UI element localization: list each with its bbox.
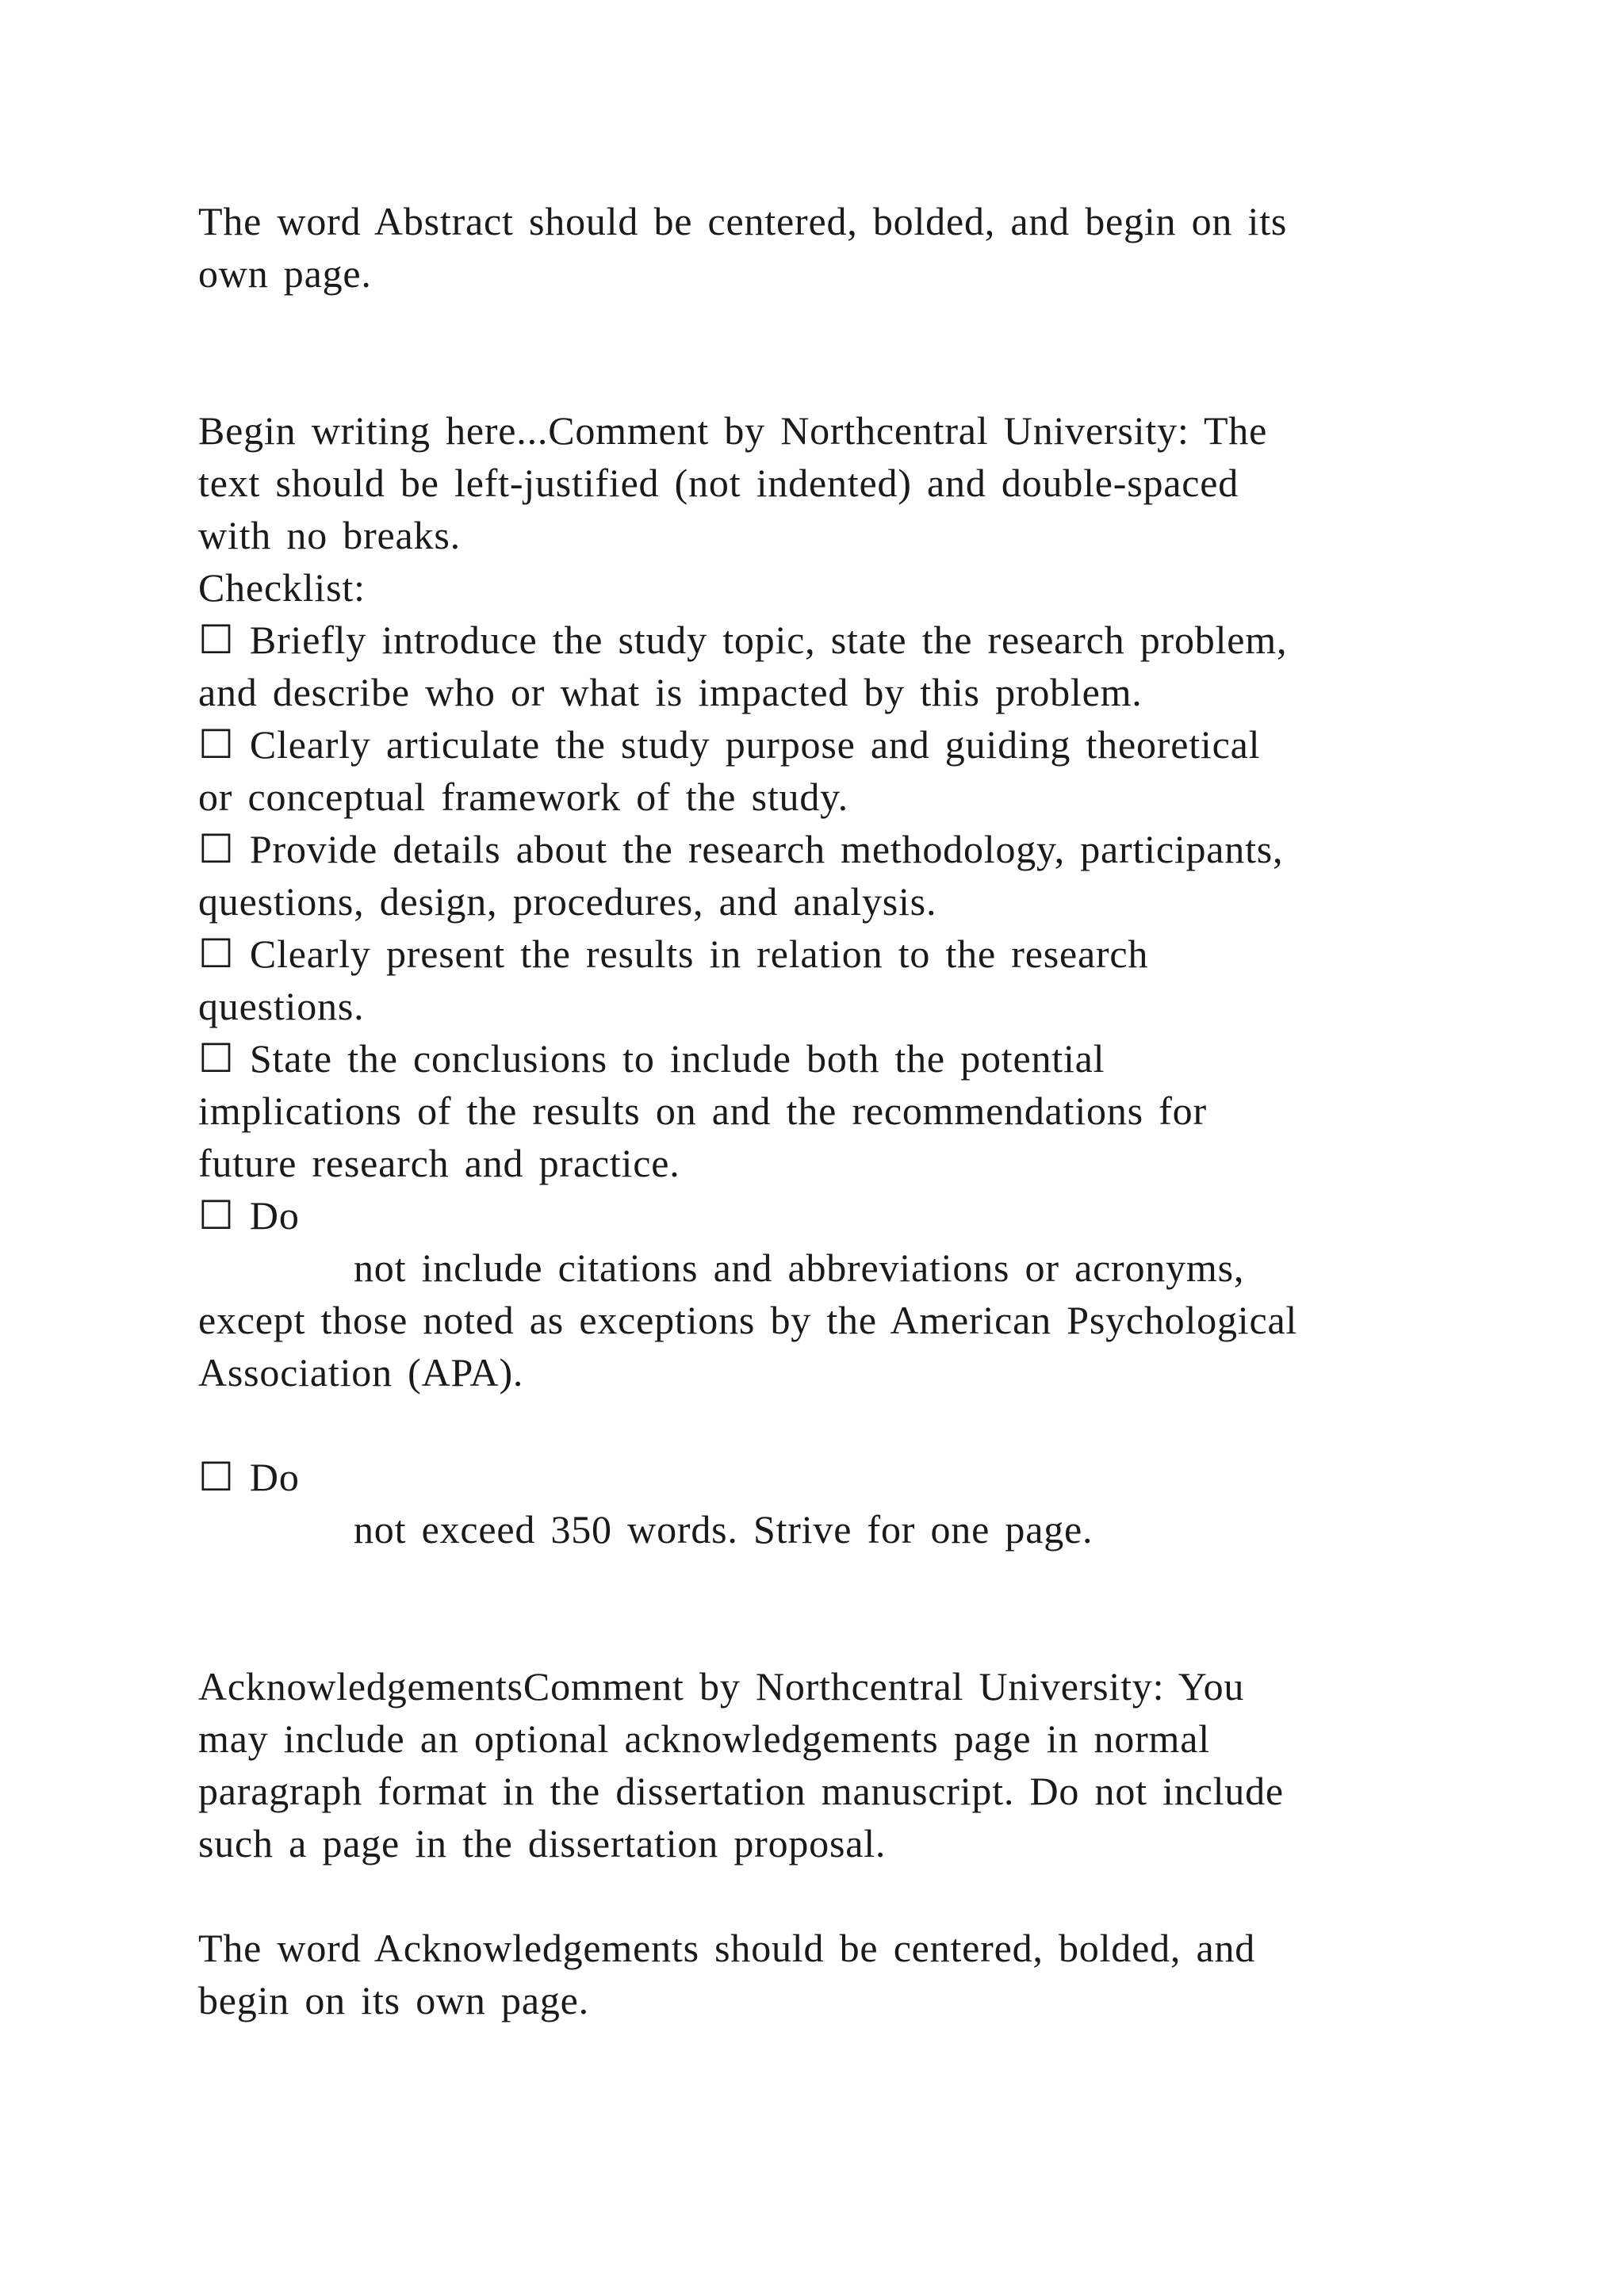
text-line: paragraph format in the dissertation manuscript. Do not include xyxy=(198,1769,1284,1813)
checklist-heading: Checklist: xyxy=(198,565,366,610)
text-line: questions, design, procedures, and analysis. xyxy=(198,879,937,924)
text-line: and describe who or what is impacted by this problem. xyxy=(198,670,1143,714)
text-line: future research and practice. xyxy=(198,1141,680,1185)
text-line: with no breaks. xyxy=(198,513,461,557)
text-line: AcknowledgementsComment by Northcentral University: You xyxy=(198,1664,1245,1709)
text-line: may include an optional acknowledgements page in normal xyxy=(198,1716,1210,1761)
checklist-item: ☐ State the conclusions to include both the potential xyxy=(198,1036,1105,1081)
text-line: not include citations and abbreviations or acronyms, xyxy=(354,1246,1245,1290)
text-line: The word Abstract should be centered, bolded, and begin on its xyxy=(198,199,1288,243)
checklist-item: ☐ Clearly present the results in relation to the research xyxy=(198,932,1149,976)
text-line: questions. xyxy=(198,984,365,1028)
checklist-item: ☐ Briefly introduce the study topic, state the research problem, xyxy=(198,618,1288,662)
text-line: Association (APA). xyxy=(198,1350,524,1395)
text-line: text should be left-justified (not indented) and double-spaced xyxy=(198,461,1239,505)
checklist-item: ☐ Clearly articulate the study purpose and guiding theoretical xyxy=(198,722,1261,767)
text-line: except those noted as exceptions by the American Psychological xyxy=(198,1298,1298,1342)
text-line: or conceptual framework of the study. xyxy=(198,775,848,819)
text-line: not exceed 350 words. Strive for one page. xyxy=(354,1507,1094,1552)
text-line: Begin writing here...Comment by Northcentral University: The xyxy=(198,408,1268,453)
checklist-item: ☐ Do xyxy=(198,1455,300,1499)
checklist-item: ☐ Do xyxy=(198,1193,300,1238)
text-line: such a page in the dissertation proposal. xyxy=(198,1821,887,1866)
checklist-item: ☐ Provide details about the research methodology, participants, xyxy=(198,827,1284,871)
text-line: begin on its own page. xyxy=(198,1978,589,2022)
text-line: implications of the results on and the recommendations for xyxy=(198,1089,1207,1133)
text-line: own page. xyxy=(198,251,372,296)
text-line: The word Acknowledgements should be centered, bolded, and xyxy=(198,1926,1256,1970)
